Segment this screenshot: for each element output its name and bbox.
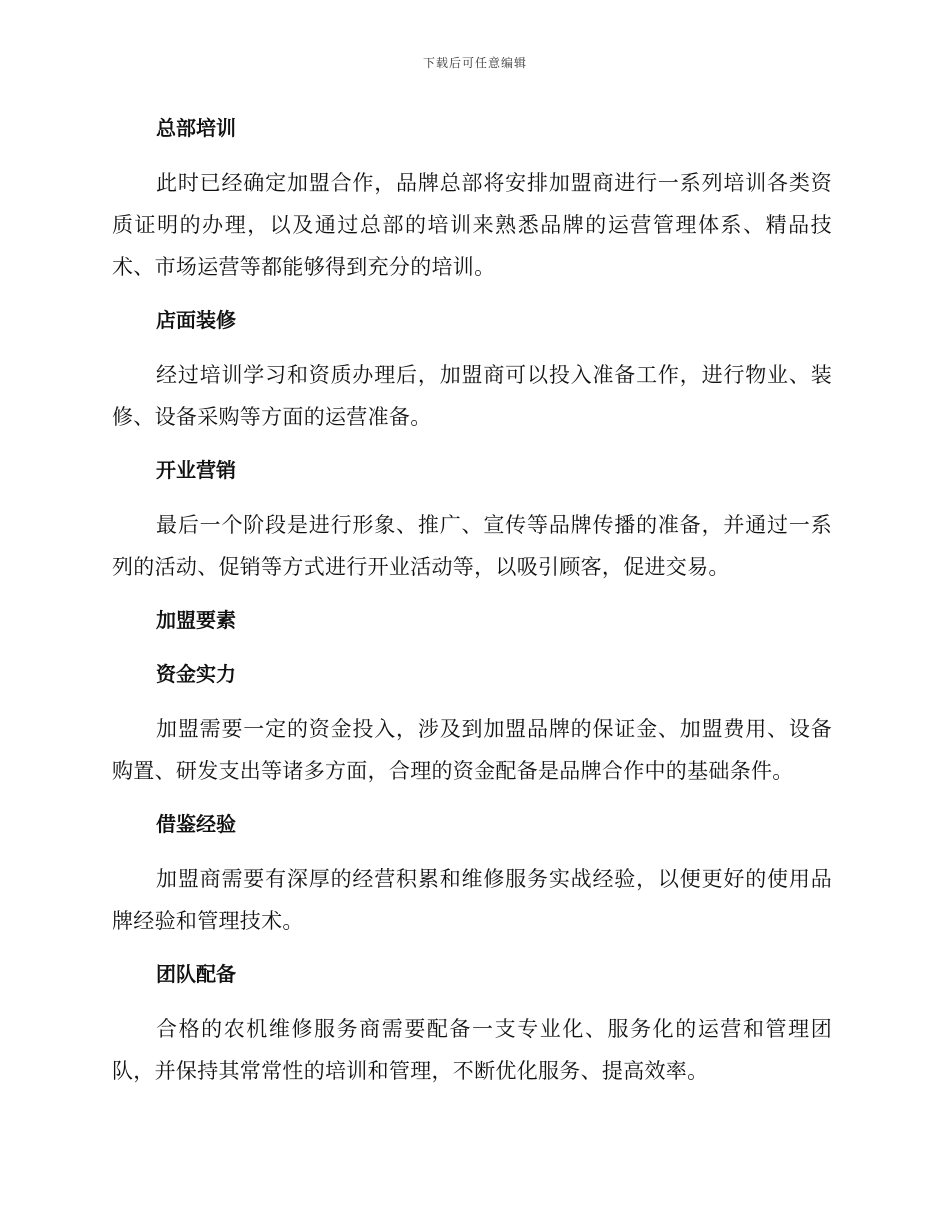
section-heading-opening-marketing: 开业营销 (156, 458, 236, 482)
section-paragraph-hq-training: 此时已经确定加盟合作，品牌总部将安排加盟商进行一系列培训各类资质证明的办理，以及通过总部的培训来熟悉品牌的运营管理体系、精品技术、市场运营等都能够得到充分的培训。 (112, 171, 832, 279)
section-paragraph-opening-marketing: 最后一个阶段是进行形象、推广、宣传等品牌传播的准备，并通过一系列的活动、促销等方式进行开业活动等，以吸引顾客，促进交易。 (112, 513, 832, 579)
section-heading-experience: 借鉴经验 (156, 812, 236, 836)
section-heading-store-decoration: 店面装修 (156, 308, 236, 332)
section-paragraph-team: 合格的农机维修服务商需要配备一支专业化、服务化的运营和管理团队，并保持其常常性的培训和管理，不断优化服务、提高效率。 (112, 1017, 832, 1083)
section-heading-capital-strength: 资金实力 (156, 662, 236, 686)
section-paragraph-store-decoration: 经过培训学习和资质办理后，加盟商可以投入准备工作，进行物业、装修、设备采购等方面的运营准备。 (112, 363, 832, 429)
section-heading-hq-training: 总部培训 (156, 116, 236, 140)
section-heading-team: 团队配备 (156, 962, 236, 986)
header-note: 下载后可任意编辑 (422, 56, 527, 70)
section-paragraph-capital-strength: 加盟需要一定的资金投入，涉及到加盟品牌的保证金、加盟费用、设备购置、研发支出等诸多方面，合理的资金配备是品牌合作中的基础条件。 (112, 717, 832, 783)
section-paragraph-experience: 加盟商需要有深厚的经营积累和维修服务实战经验，以便更好的使用品牌经验和管理技术。 (112, 867, 832, 933)
section-heading-franchise-elements: 加盟要素 (156, 608, 236, 632)
document-body (112, 108, 832, 1104)
